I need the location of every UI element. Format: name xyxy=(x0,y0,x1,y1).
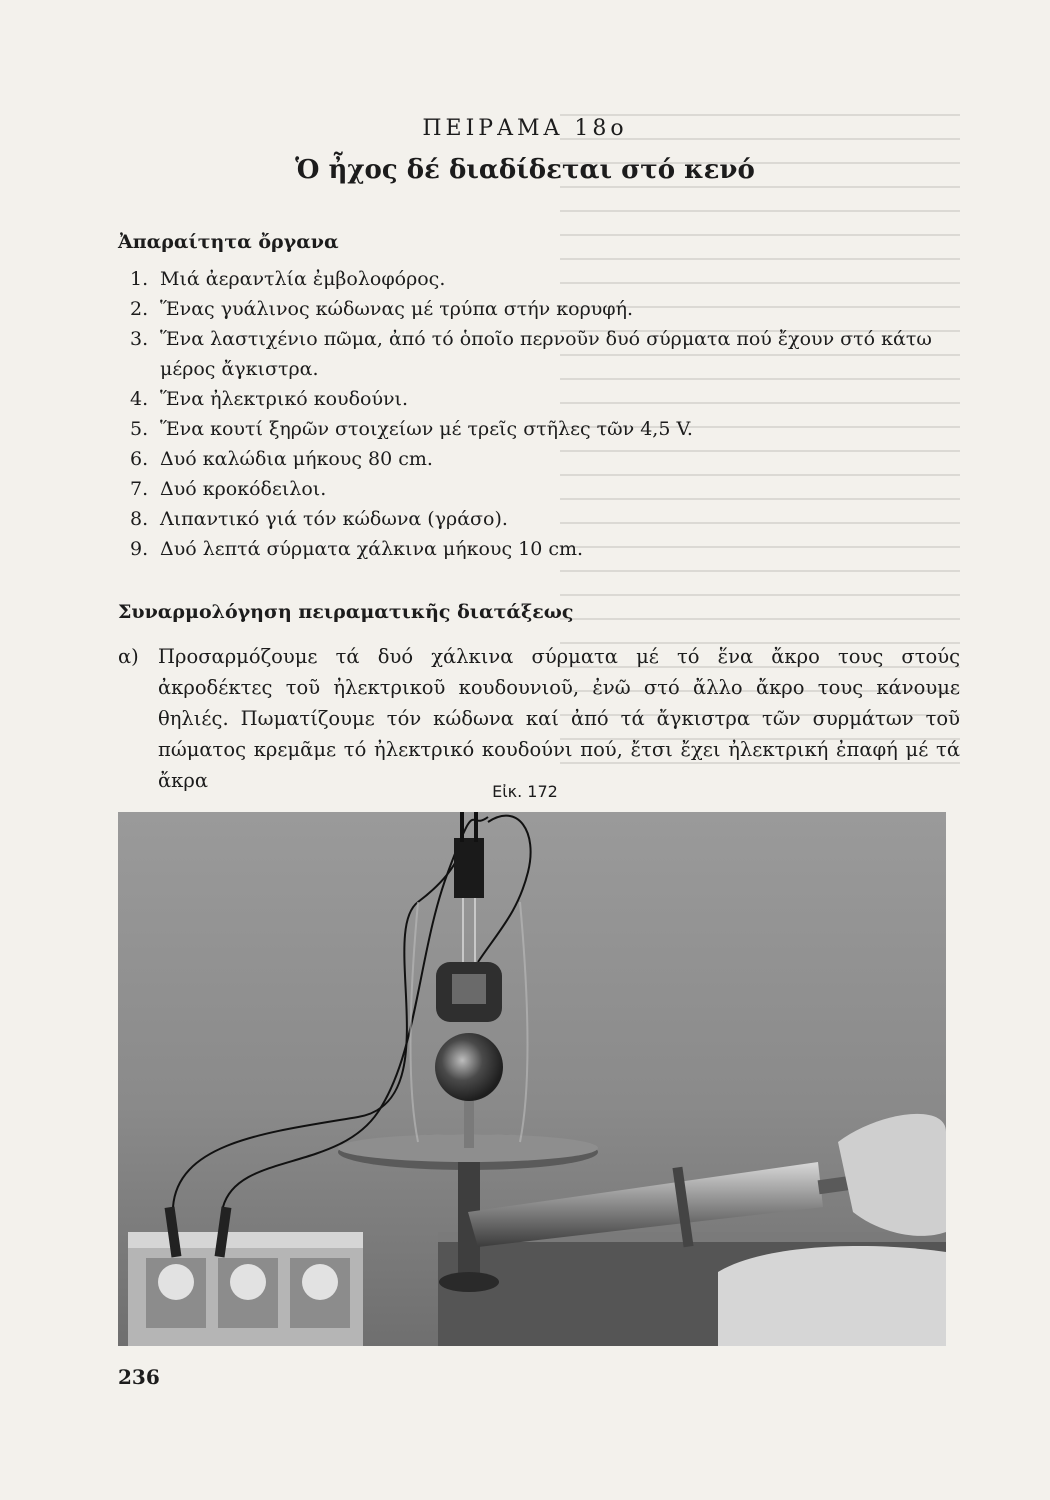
list-item: 1. Μιά ἀεραντλία ἐμβολοφόρος. xyxy=(130,268,446,290)
list-item: 7. Δυό κροκόδειλοι. xyxy=(130,478,327,500)
figure-caption: Εἰκ. 172 xyxy=(492,782,558,801)
list-item: 8. Λιπαντικό γιά τόν κώδωνα (γράσο). xyxy=(130,508,508,530)
list-item: 4. Ἕνα ἠλεκτρικό κουδούνι. xyxy=(130,388,409,410)
materials-heading: Ἀπαραίτητα ὄργανα xyxy=(118,231,339,253)
assembly-paragraph xyxy=(118,641,960,796)
bell-jar-vacuum-pump-illustration xyxy=(118,812,946,1346)
assembly-heading: Συναρμολόγηση πειραματικῆς διατάξεως xyxy=(118,601,574,623)
list-item: 3. Ἕνα λαστιχένιο πῶμα, ἀπό τό ὁποῖο περνοῦν δυό σύρματα πού ἔχουν στό κάτω μέρος ἄγκιστρα. xyxy=(130,328,932,380)
page-title: Ὁ ἦχος δέ διαδίδεται στό κενό xyxy=(295,155,755,185)
page-number: 236 xyxy=(118,1365,160,1389)
experiment-number: ΠΕΙΡΑΜΑ 18ο xyxy=(422,116,628,141)
list-item: 5. Ἕνα κουτί ξηρῶν στοιχείων μέ τρεῖς στῆλες τῶν 4,5 V. xyxy=(130,418,693,440)
list-item: 9. Δυό λεπτά σύρματα χάλκινα μήκους 10 cm. xyxy=(130,538,584,560)
experiment-photo xyxy=(118,812,946,1346)
assembly-text: Προσαρμόζουμε τά δυό χάλκινα σύρματα μέ τό ἕνα ἄκρο τους στούς ἀκροδέκτες τοῦ ἠλεκτρικοῦ κουδουνιοῦ, ἐνῶ στό ἄλλο ἄκρο τους κάνουμε θηλιές. Πωματίζουμε τόν κώδωνα καί ἀπό τά ἄγκιστρα τῶν συρμάτων τοῦ πώματος κρεμᾶμε τό ἠλεκτρικό κουδούνι πού, ἔτσι ἔχει ἠλεκτρική ἐπαφή μέ τά ἄκρα xyxy=(158,645,960,792)
list-item: 6. Δυό καλώδια μήκους 80 cm. xyxy=(130,448,433,470)
list-item: 2. Ἕνας γυάλινος κώδωνας μέ τρύπα στήν κορυφή. xyxy=(130,298,634,320)
materials-list xyxy=(130,264,960,564)
step-marker: α) xyxy=(118,645,139,668)
